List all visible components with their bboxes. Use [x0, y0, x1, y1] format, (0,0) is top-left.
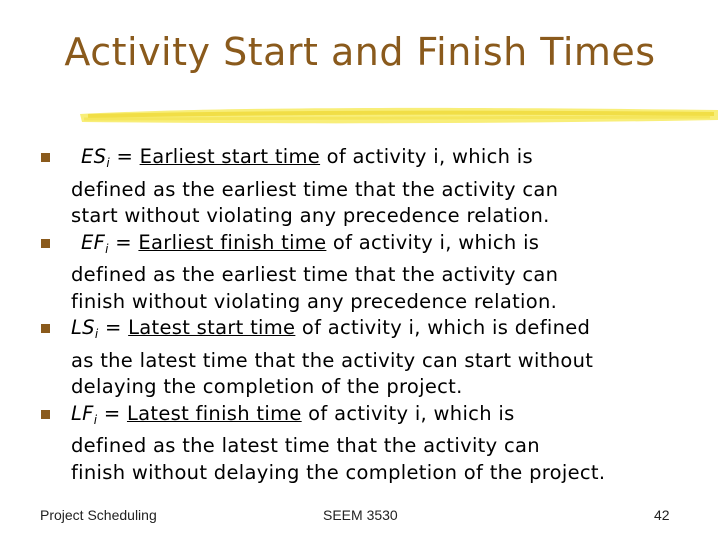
list-item	[0, 144, 720, 230]
equals-sign: =	[97, 401, 127, 425]
definition-text: defined as the latest time that the activity can	[71, 434, 540, 457]
slide-title: Activity Start and Finish Times	[64, 30, 656, 74]
definition-text: as the latest time that the activity can start without	[71, 348, 594, 372]
footer-course-topic: Project Scheduling	[40, 507, 157, 523]
definition-text: defined as the earliest time that the activity can	[71, 177, 559, 201]
term-earliest-finish: Earliest finish time	[138, 230, 327, 254]
page-number: 42	[654, 507, 670, 523]
symbol-subscript: i	[93, 412, 98, 427]
definition-text: of activity i, which is	[326, 230, 540, 254]
list-item	[0, 401, 720, 487]
definition-text: start without violating any precedence relation.	[71, 204, 550, 227]
definition-text: of activity i, which is	[301, 401, 515, 425]
definition-text: of activity i, which is defined	[295, 316, 591, 339]
symbol-ls: LS	[71, 316, 95, 339]
equals-sign: =	[108, 230, 139, 254]
footer-course-code: SEEM 3530	[323, 507, 398, 523]
symbol-subscript: i	[94, 327, 99, 341]
term-latest-start: Latest start time	[128, 316, 296, 339]
list-item	[0, 230, 720, 316]
list-item	[0, 315, 720, 401]
square-bullet-icon	[41, 410, 50, 419]
bullet-first-line	[71, 401, 690, 434]
square-bullet-icon	[41, 239, 50, 248]
bullet-first-line	[71, 230, 690, 263]
square-bullet-icon	[41, 153, 50, 162]
symbol-ef: EF	[81, 230, 106, 254]
symbol-subscript: i	[105, 241, 109, 256]
symbol-lf: LF	[71, 401, 94, 425]
symbol-es: ES	[81, 145, 107, 168]
definition-text: delaying the completion of the project.	[71, 375, 463, 398]
definition-text: defined as the earliest time that the activity can	[71, 263, 559, 286]
definition-text: finish without delaying the completion of the project.	[71, 460, 606, 484]
square-bullet-icon	[41, 324, 50, 333]
bullet-list	[0, 144, 720, 486]
equals-sign: =	[109, 145, 140, 168]
bullet-first-line	[71, 144, 690, 177]
term-latest-finish: Latest finish time	[126, 401, 302, 425]
symbol-subscript: i	[106, 156, 110, 170]
term-earliest-start: Earliest start time	[139, 145, 321, 168]
title-highlight-stroke	[78, 100, 720, 130]
bullet-first-line	[71, 315, 690, 348]
definition-text: finish without violating any precedence relation.	[71, 289, 558, 313]
definition-text: of activity i, which is	[320, 145, 533, 168]
equals-sign: =	[98, 316, 129, 339]
